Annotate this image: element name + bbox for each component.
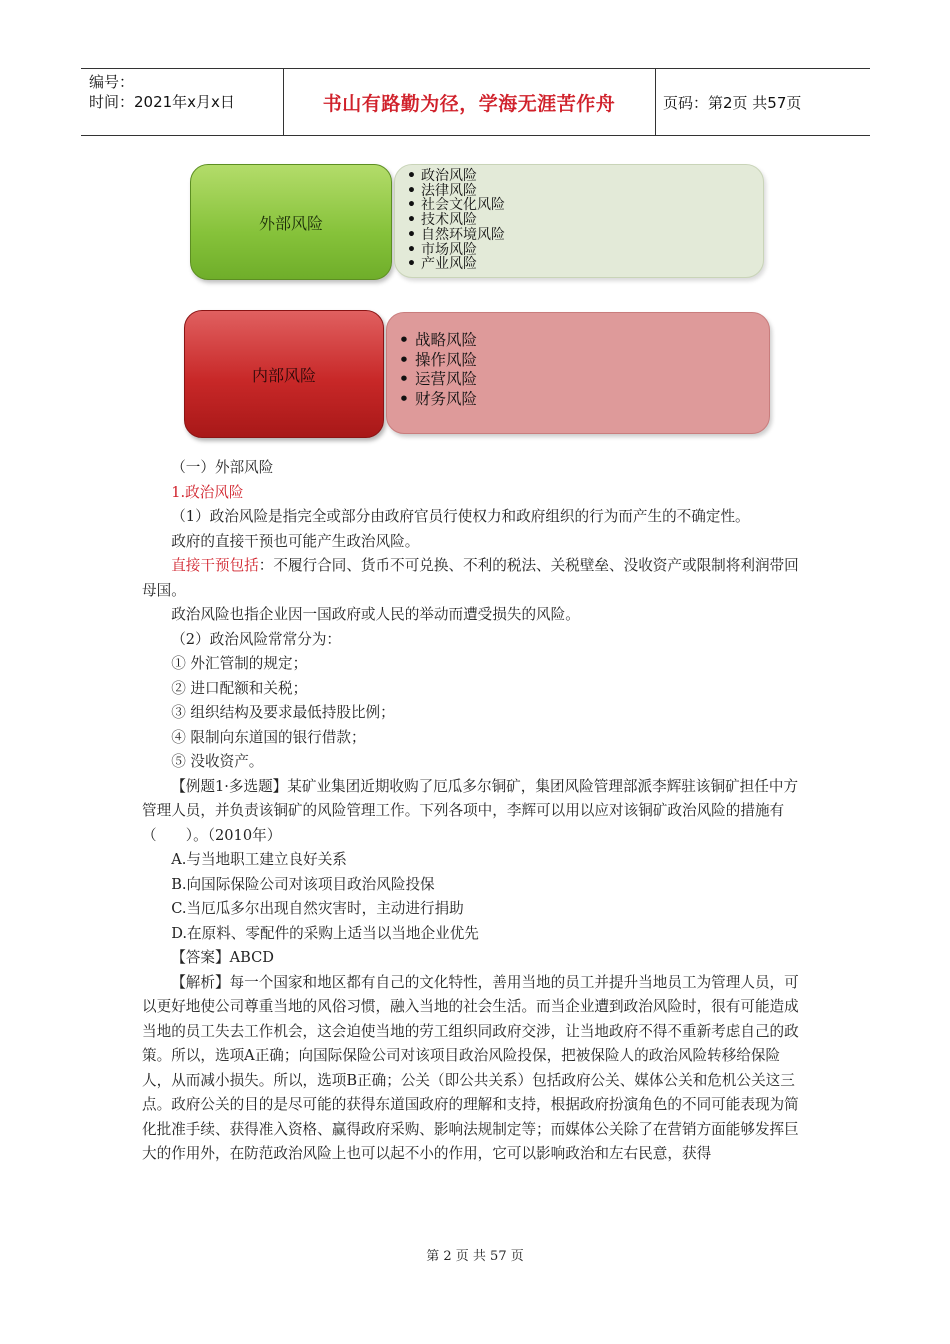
paragraph-text: ：不履行合同、货币不可兑换、不利的税法、关税壁垒、没收资产或限制将利润带回母国。 (142, 557, 799, 599)
list-item: ④ 限制向东道国的银行借款； (171, 728, 366, 746)
header-motto: 书山有路勤为径，学海无涯苦作舟 (322, 92, 616, 115)
highlight-text: 直接干预包括 (171, 557, 259, 574)
external-risk-list (394, 164, 764, 278)
list-item: • 技术风险 (421, 213, 763, 228)
doc-number-label: 编号： (89, 73, 135, 91)
list-item: • 财务风险 (415, 390, 769, 410)
list-item: • 战略风险 (415, 331, 769, 351)
list-item: • 自然环境风险 (421, 228, 763, 243)
internal-risk-list (386, 312, 770, 434)
list-item: • 市场风险 (421, 243, 763, 258)
paragraph: 政府的直接干预也可能产生政治风险。 (171, 532, 420, 550)
header-left (89, 72, 235, 112)
list-item: • 法律风险 (421, 184, 763, 199)
page-footer: 第 2 页 共 57 页 (426, 1249, 524, 1264)
sub-title: 1.政治风险 (171, 483, 244, 501)
list-item: ② 进口配额和关税； (171, 679, 308, 697)
paragraph (142, 554, 802, 603)
list-item: ⑤ 没收资产。 (171, 753, 264, 770)
paragraph: （1）政治风险是指完全或部分由政府官员行使权力和政府组织的行为而产生的不确定性。 (171, 508, 750, 525)
option: C.当厄瓜多尔出现自然灾害时，主动进行捐助 (171, 900, 464, 917)
paragraph: （2）政治风险常常分为： (171, 630, 342, 648)
document-body (142, 456, 802, 1167)
doc-date-label: 时间：2021年x月x日 (89, 93, 235, 111)
list-item: • 社会文化风险 (421, 198, 763, 213)
list-item: ① 外汇管制的规定； (171, 655, 308, 672)
list-item: • 政治风险 (421, 169, 763, 184)
option: D.在原料、零配件的采购上适当以当地企业优先 (171, 924, 479, 942)
page-header (81, 68, 870, 136)
header-divider (655, 68, 656, 136)
list-item: • 产业风险 (421, 257, 763, 272)
risk-diagram (180, 158, 780, 443)
list-item: • 运营风险 (415, 370, 769, 390)
paragraph: 政治风险也指企业因一国政府或人民的举动而遭受损失的风险。 (171, 606, 580, 623)
analysis: 【解析】每一个国家和地区都有自己的文化特性，善用当地的员工并提升当地员工为管理人员，可以更好地使公司尊重当地的风俗习惯，融入当地的社会生活。而当企业遭到政治风险时，很有可能造成当地的员工失去工作机会，这会迫使当地的劳工组织同政府交涉，让当地政府不得不重新考虑自己的政策。所以，选项A正确；向国际保险公司对该项目政治风险投保，把被保险人的政治风险转移给保险人，从而减小损失。所以，选项B正确；公关（即公共关系）包括政府公关、媒体公关和危机公关这三点。政府公关的目的是尽可能的获得东道国政府的理解和支持，根据政府扮演角色的不同可能表现为简化批准手续、获得准入资格、赢得政府采购、影响法规制定等；而媒体公关除了在营销方面能够发挥巨大的作用外，在防范政治风险上也可以起不小的作用，它可以影响政治和左右民意，获得 (142, 973, 799, 1162)
section-title: （一）外部风险 (171, 459, 274, 476)
list-item: ③ 组织结构及要求最低持股比例； (171, 704, 395, 721)
answer: 【答案】ABCD (171, 949, 274, 966)
internal-risk-label: 内部风险 (184, 310, 384, 438)
list-item: • 操作风险 (415, 351, 769, 371)
header-page-info: 页码：第2页 共57页 (663, 93, 802, 112)
option: B.向国际保险公司对该项目政治风险投保 (171, 875, 435, 893)
external-risk-label: 外部风险 (190, 164, 392, 280)
example-question: 【例题1·多选题】某矿业集团近期收购了厄瓜多尔铜矿，集团风险管理部派李辉驻该铜矿担任中方管理人员，并负责该铜矿的风险管理工作。下列各项中，李辉可以用以应对该铜矿政治风险的措施有（ ）。（2010年） (142, 777, 799, 844)
option: A.与当地职工建立良好关系 (171, 851, 347, 868)
